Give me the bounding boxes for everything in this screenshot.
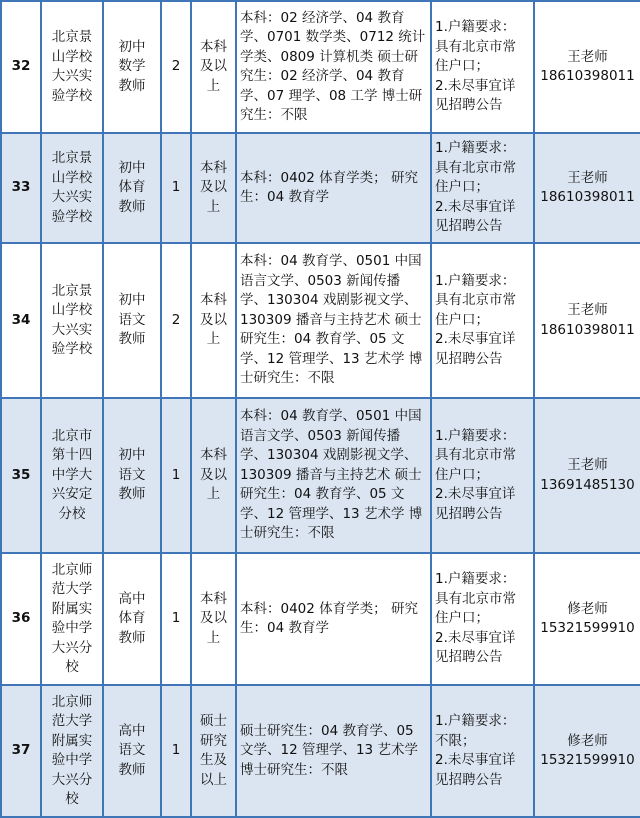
contact-info [534,1,640,133]
table-row [1,1,640,133]
table-row [1,133,640,243]
hire-count: 1 [161,398,191,553]
position-name: 初中 语文 教师 [103,398,161,553]
contact-info [534,243,640,398]
contact-phone: 18610398011 [540,189,635,205]
other-requirements: 1.户籍要求： 具有北京市常 住户口； 2.未尽事宜详 见招聘公告 [431,398,534,553]
contact-name: 修老师 [567,600,608,617]
contact-name: 王老师 [567,169,608,186]
education-requirement: 本科 及以 上 [191,398,236,553]
contact-info [534,685,640,817]
hire-count: 2 [161,243,191,398]
row-number: 36 [1,553,41,685]
school-name: 北京市 第十四 中学大 兴安定 分校 [41,398,103,553]
education-requirement: 本科 及以 上 [191,243,236,398]
major-requirement: 本科：0402 体育学类； 研究生：04 教育学 [236,133,431,243]
position-name: 初中 语文 教师 [103,243,161,398]
position-name: 高中 体育 教师 [103,553,161,685]
school-name: 北京景 山学校 大兴实 验学校 [41,243,103,398]
position-name: 初中 数学 教师 [103,1,161,133]
contact-name: 王老师 [567,457,608,473]
row-number: 32 [1,1,41,133]
row-number: 33 [1,133,41,243]
other-requirements: 1.户籍要求： 具有北京市常 住户口； 2.未尽事宜详 见招聘公告 [431,553,534,685]
table-row [1,398,640,553]
row-number: 35 [1,398,41,553]
school-name: 北京景 山学校 大兴实 验学校 [41,133,103,243]
major-requirement: 本科：04 教育学、0501 中国语言文学、0503 新闻传播学、130304 戏剧影视文学、130309 播音与主持艺术 硕士研究生：04 教育学、05 文学、12 管理学、13 艺术学 博士研究生：不限 [236,243,431,398]
row-number: 34 [1,243,41,398]
hire-count: 1 [161,133,191,243]
hire-count: 1 [161,685,191,817]
major-requirement: 本科：02 经济学、04 教育学、0701 数学类、0712 统计学类、0809 计算机类 硕士研究生：02 经济学、04 教育学、07 理学、08 工学 博士研究生：不限 [236,1,431,133]
row-number: 37 [1,685,41,817]
contact-info [534,133,640,243]
hire-count: 2 [161,1,191,133]
education-requirement: 硕士 研究 生及 以上 [191,685,236,817]
school-name: 北京景 山学校 大兴实 验学校 [41,1,103,133]
school-name: 北京师 范大学 附属实 验中学 大兴分 校 [41,685,103,817]
contact-name: 修老师 [567,732,608,749]
table-row [1,553,640,685]
school-name: 北京师 范大学 附属实 验中学 大兴分 校 [41,553,103,685]
other-requirements: 1.户籍要求： 不限； 2.未尽事宜详 见招聘公告 [431,685,534,817]
other-requirements: 1.户籍要求： 具有北京市常 住户口； 2.未尽事宜详 见招聘公告 [431,133,534,243]
contact-info [534,553,640,685]
major-requirement: 本科：04 教育学、0501 中国语言文学、0503 新闻传播学、130304 戏剧影视文学、130309 播音与主持艺术 硕士研究生：04 教育学、05 文学、12 管理学、13 艺术学 博士研究生：不限 [236,398,431,553]
education-requirement: 本科 及以 上 [191,133,236,243]
education-requirement: 本科 及以 上 [191,1,236,133]
contact-phone: 15321599910 [540,620,635,636]
hire-count: 1 [161,553,191,685]
other-requirements: 1.户籍要求： 具有北京市常 住户口； 2.未尽事宜详 见招聘公告 [431,243,534,398]
contact-phone: 18610398011 [540,68,635,84]
table-row [1,685,640,817]
contact-name: 王老师 [567,302,608,318]
table-row [1,243,640,398]
contact-phone: 18610398011 [540,321,635,338]
contact-name: 王老师 [567,48,608,65]
education-requirement: 本科 及以 上 [191,553,236,685]
major-requirement: 硕士研究生：04 教育学、05 文学、12 管理学、13 艺术学 博士研究生：不限 [236,685,431,817]
major-requirement: 本科：0402 体育学类； 研究生：04 教育学 [236,553,431,685]
contact-phone: 13691485130 [540,476,635,493]
contact-phone: 15321599910 [540,752,635,768]
other-requirements: 1.户籍要求： 具有北京市常 住户口； 2.未尽事宜详 见招聘公告 [431,1,534,133]
contact-info [534,398,640,553]
position-name: 初中 体育 教师 [103,133,161,243]
position-name: 高中 语文 教师 [103,685,161,817]
